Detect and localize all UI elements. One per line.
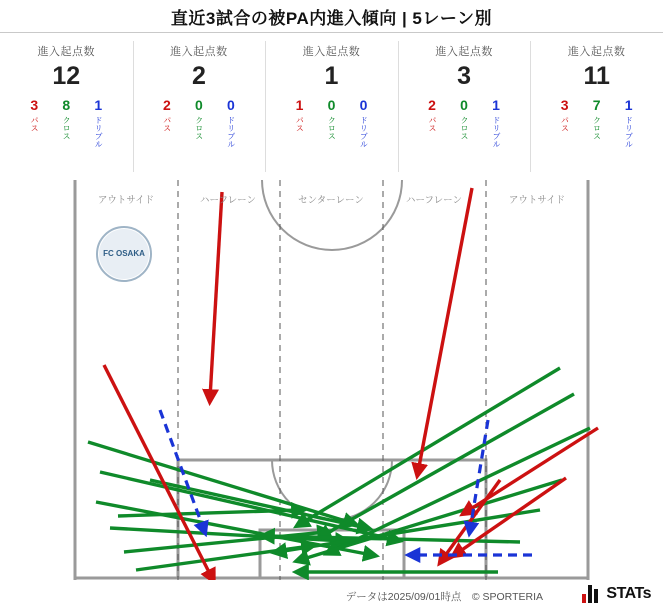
breakdown-dribble (487, 98, 505, 147)
breakdown-dribble-value: 1 (94, 97, 103, 114)
breakdown-pass-label: パス (427, 115, 437, 132)
breakdown-pass-label: パス (30, 115, 40, 132)
breakdown-cross-value: 0 (194, 97, 203, 114)
pitch-panel (0, 180, 663, 580)
breakdown-dribble-value: 1 (492, 97, 500, 114)
breakdown-cross-value: 0 (460, 97, 468, 114)
breakdown-dribble-label: ドリブル (359, 115, 369, 148)
lane-stat-total: 3 (457, 62, 472, 90)
lane-stat-3 (398, 33, 531, 180)
breakdown-dribble-label: ドリブル (94, 115, 104, 148)
breakdown-cross-label: クロス (459, 115, 469, 140)
lane-stat-breakdown (290, 98, 372, 147)
breakdown-pass-value: 1 (295, 97, 304, 114)
breakdown-cross (322, 98, 340, 147)
lane-label-center: センターレーン (298, 195, 364, 206)
data-source-note: データは2025/09/01時点 © SPORTERIA (345, 591, 543, 603)
lane-stat-breakdown (25, 98, 107, 147)
breakdown-pass-label: パス (162, 115, 172, 132)
breakdown-pass-value: 3 (30, 97, 39, 114)
lane-label-outside-right: アウトサイド (508, 195, 566, 206)
lane-stat-breakdown (423, 98, 505, 147)
cross-arrows (88, 368, 590, 572)
lane-stat-4 (530, 33, 663, 180)
breakdown-dribble-value: 1 (624, 97, 633, 114)
breakdown-cross-label: クロス (327, 115, 337, 140)
page-title: 直近3試合の被PA内進入傾向 | 5レーン別 (170, 8, 493, 28)
breakdown-cross (455, 98, 473, 147)
breakdown-cross (190, 98, 208, 147)
lane-stats-header (0, 33, 663, 181)
breakdown-cross-label: クロス (592, 115, 602, 140)
lane-label-outside-left: アウトサイド (97, 195, 155, 206)
breakdown-cross-label: クロス (62, 115, 72, 140)
breakdown-cross-value: 0 (327, 97, 336, 114)
pitch-canvas (0, 180, 663, 580)
breakdown-dribble (354, 98, 372, 147)
breakdown-dribble (620, 98, 638, 147)
club-badge-label: FC OSAKA (103, 248, 145, 258)
lane-stat-total: 2 (191, 62, 206, 90)
breakdown-cross (588, 98, 606, 147)
breakdown-dribble-label: ドリブル (226, 115, 236, 148)
lane-stat-caption: 進入起点数 (302, 46, 361, 58)
lane-stat-breakdown (556, 98, 638, 147)
breakdown-pass (423, 98, 441, 147)
chart-title-bar (0, 0, 663, 33)
breakdown-pass (158, 98, 176, 147)
breakdown-dribble (89, 98, 107, 147)
breakdown-dribble-value: 0 (226, 97, 235, 114)
lane-stat-breakdown (158, 98, 240, 147)
lane-stat-caption: 進入起点数 (435, 46, 493, 58)
footer (0, 580, 663, 611)
breakdown-pass (25, 98, 43, 147)
lane-stat-0 (0, 33, 133, 180)
breakdown-pass-label: パス (560, 115, 570, 132)
lane-stat-total: 1 (324, 62, 339, 90)
breakdown-pass-value: 2 (162, 97, 171, 114)
lane-stat-caption: 進入起点数 (37, 46, 96, 58)
breakdown-dribble-value: 0 (359, 97, 368, 114)
lane-stat-caption: 進入起点数 (567, 46, 626, 58)
breakdown-pass-value: 3 (560, 97, 569, 114)
lane-stat-1 (133, 33, 266, 180)
breakdown-dribble-label: ドリブル (624, 115, 634, 148)
stats-mark-icon (582, 585, 602, 603)
breakdown-cross-label: クロス (194, 115, 204, 140)
brand-logo (582, 585, 651, 603)
breakdown-pass-label: パス (295, 115, 305, 132)
lane-label-halfspace-right: ハーフレーン (406, 195, 462, 206)
breakdown-cross-value: 7 (592, 97, 601, 114)
breakdown-dribble-label: ドリブル (491, 115, 501, 148)
breakdown-dribble (222, 98, 240, 147)
breakdown-cross-value: 8 (62, 97, 71, 114)
breakdown-cross (57, 98, 75, 147)
lane-stat-2 (265, 33, 398, 180)
club-badge (96, 226, 152, 282)
lane-label-halfspace-left: ハーフレーン (200, 195, 256, 206)
lane-stat-total: 11 (583, 62, 610, 90)
lane-stat-caption: 進入起点数 (170, 46, 228, 58)
breakdown-pass-value: 2 (428, 97, 436, 114)
brand-text: STATs (606, 585, 651, 602)
breakdown-pass (556, 98, 574, 147)
breakdown-pass (290, 98, 308, 147)
lane-stat-total: 12 (52, 62, 81, 90)
